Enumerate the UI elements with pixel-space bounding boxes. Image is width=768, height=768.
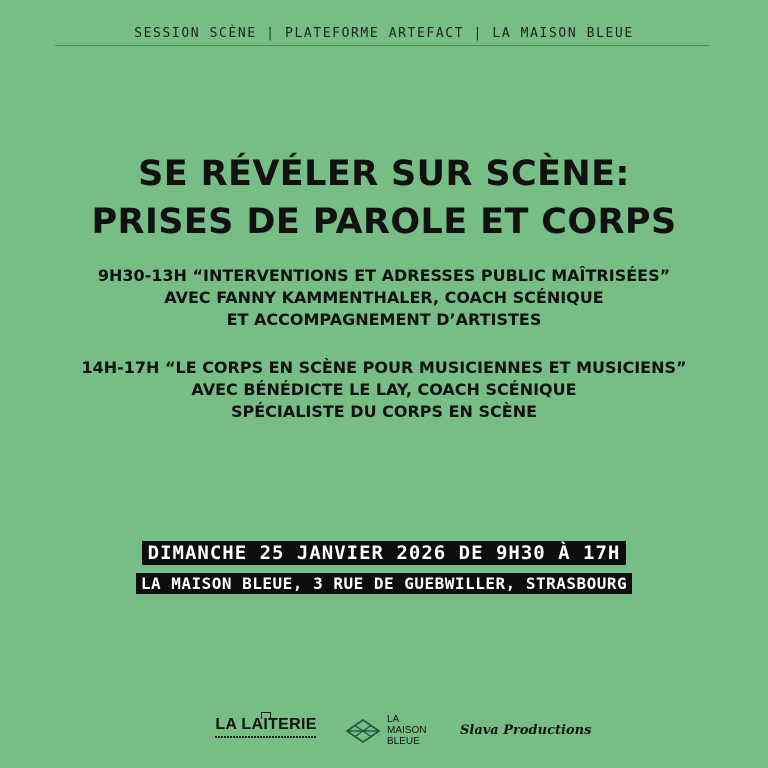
session-morning-speaker: AVEC FANNY KAMMENTHALER, COACH SCÉNIQUE	[164, 288, 604, 307]
session-morning-title: 9H30-13H “INTERVENTIONS ET ADRESSES PUBLIC MAÎTRISÉES”	[97, 266, 671, 285]
logo-maison-bleue-text	[387, 714, 426, 747]
session-morning-role: ET ACCOMPAGNEMENT D’ARTISTES	[226, 310, 542, 329]
event-date: DIMANCHE 25 JANVIER 2026 DE 9H30 À 17H	[142, 541, 627, 565]
maison-bleue-cube-icon	[345, 718, 381, 744]
session-afternoon	[0, 357, 768, 423]
title-line-1: SE RÉVÉLER SUR SCÈNE:	[138, 154, 630, 194]
maison-line-3: BLEUE	[387, 736, 420, 747]
location-band	[0, 573, 768, 594]
session-afternoon-speaker: AVEC BÉNÉDICTE LE LAY, COACH SCÉNIQUE	[191, 380, 577, 399]
event-title	[0, 150, 768, 246]
partner-logos	[205, 712, 592, 752]
session-morning	[0, 265, 768, 331]
header-divider	[55, 45, 709, 46]
session-afternoon-role: SPÉCIALISTE DU CORPS EN SCÈNE	[230, 402, 538, 421]
laiterie-mark-icon	[261, 712, 271, 719]
laiterie-tagline-graphic	[215, 736, 317, 738]
logo-la-maison-bleue	[345, 714, 445, 750]
title-line-2: PRISES DE PAROLE ET CORPS	[91, 202, 677, 242]
logo-la-laiterie	[211, 716, 321, 738]
event-location: LA MAISON BLEUE, 3 RUE DE GUEBWILLER, STRASBOURG	[136, 573, 632, 594]
session-afternoon-title: 14H-17H “LE CORPS EN SCÈNE POUR MUSICIENNES ET MUSICIENS”	[81, 358, 687, 377]
maison-line-2: MAISON	[387, 725, 427, 736]
date-band	[0, 541, 768, 565]
header-text: SESSION SCÈNE | PLATEFORME ARTEFACT | LA MAISON BLEUE	[134, 26, 634, 41]
maison-line-1: LA	[387, 714, 400, 725]
logo-slava-productions: Slava Productions	[460, 723, 592, 738]
logo-la-laiterie-name: LA LAITERIE	[215, 716, 317, 733]
